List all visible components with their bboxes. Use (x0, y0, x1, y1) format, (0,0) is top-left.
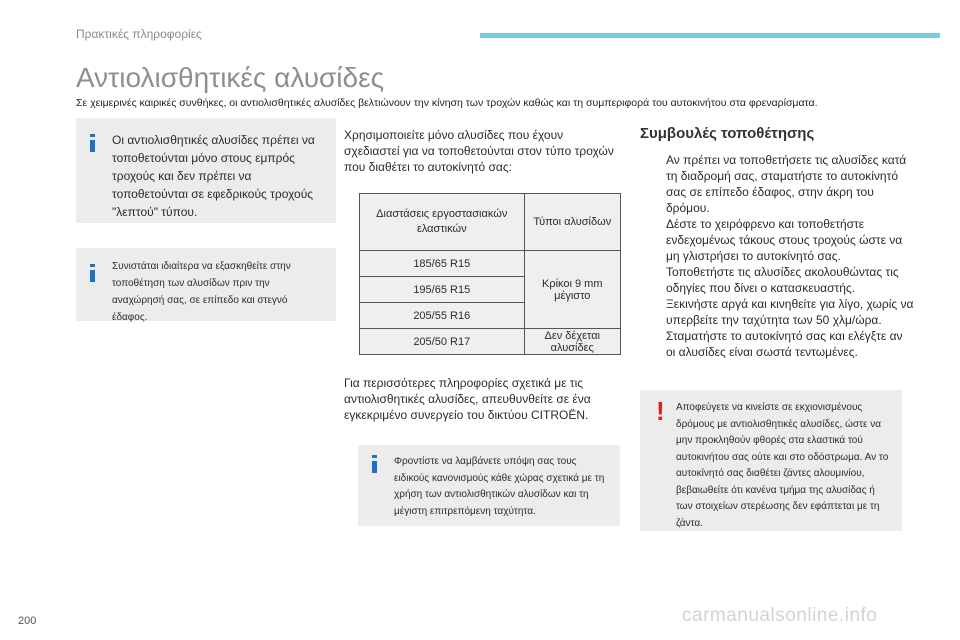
column-header-tire-size: Διαστάσεις εργοστασιακών ελαστικών (360, 194, 525, 251)
warning-note (640, 390, 902, 531)
info-icon (90, 134, 95, 152)
warning-icon: ! (656, 396, 665, 426)
info-note-text: Συνιστάται ιδιαίτερα να εξασκηθείτε στην τοποθέτηση των αλυσίδων πριν την αναχώρησή σας, σε επίπεδο και στεγνό έδαφος. (112, 261, 291, 323)
list-item (644, 264, 914, 296)
fitting-tips-list (644, 152, 914, 360)
tire-size-cell: 205/55 R16 (360, 303, 525, 329)
list-item-text: Ξεκινήστε αργά και κινηθείτε για λίγο, χωρίς να υπερβείτε την ταχύτητα των 50 χλμ/ώρα. (666, 297, 914, 327)
table-header-row (360, 194, 621, 251)
list-item (644, 152, 914, 216)
table-row (360, 251, 621, 277)
chain-type-cell: Δεν δέχεται αλυσίδες (524, 329, 620, 355)
tire-chain-table (359, 193, 621, 355)
header-accent-bar (480, 33, 940, 38)
list-item (644, 328, 914, 360)
list-item-text: Δέστε το χειρόφρενο και τοποθετήστε ενδεχομένως τάκους στους τροχούς ώστε να μη γλιστρήσει το αυτοκίνητό σας. (666, 217, 903, 263)
info-note-text: Οι αντιολισθητικές αλυσίδες πρέπει να τοποθετούνται μόνο στους εμπρός τροχούς και δεν πρέπει να τοποθετούνται σε εφεδρικούς τροχούς "λεπτού" τύπου. (112, 133, 315, 219)
tire-size-cell: 205/50 R17 (360, 329, 525, 355)
watermark: carmanualsonline.info (682, 605, 878, 626)
info-note-front-wheels (76, 118, 336, 223)
column-header-chain-type: Τύποι αλυσίδων (524, 194, 620, 251)
list-item (644, 296, 914, 328)
intro-paragraph: Σε χειμερινές καιρικές συνθήκες, οι αντιολισθητικές αλυσίδες βελτιώνουν την κίνηση των τροχών καθώς και τη συμπεριφορά του αυτοκινήτου στα φρεναρίσματα. (76, 97, 818, 109)
page-number: 200 (18, 615, 37, 627)
info-note-regulations (358, 445, 620, 526)
tire-size-cell: 195/65 R15 (360, 277, 525, 303)
fitting-tips-heading: Συμβουλές τοποθέτησης (640, 125, 815, 142)
chain-type-cell: Κρίκοι 9 mm μέγιστο (524, 251, 620, 329)
chains-usage-paragraph: Χρησιμοποιείτε μόνο αλυσίδες που έχουν σχεδιαστεί για να τοποθετούνται στον τύπο τροχών που διαθέτει το αυτοκίνητό σας: (344, 128, 614, 174)
warning-text: Αποφεύγετε να κινείστε σε εκχιονισμένους δρόμους με αντιολισθητικές αλυσίδες, ώστε να μην προκληθούν φθορές στα ελαστικά τού αυτοκινήτου σας ούτε και στο οδόστρωμα. Αν το αυτοκίνητό σας διαθέτει ζάντες αλουμινίου, βεβαιωθείτε ότι κανένα τμήμα της αλυσίδας ή των στοιχείων στερέωσης δεν εφάπτεται με τη ζάντα. (676, 402, 889, 529)
more-info-paragraph: Για περισσότερες πληροφορίες σχετικά με τις αντιολισθητικές αλυσίδες, απευθυνθείτε σε ένα εγκεκριμένο συνεργείο του δικτύου CITROËN. (344, 376, 591, 422)
table-row (360, 329, 621, 355)
page-title: Αντιολισθητικές αλυσίδες (76, 62, 385, 93)
list-item-text: Τοποθετήστε τις αλυσίδες ακολουθώντας τις οδηγίες που δίνει ο κατασκευαστής. (666, 265, 899, 295)
tire-size-cell: 185/65 R15 (360, 251, 525, 277)
info-note-text: Φροντίστε να λαμβάνετε υπόψη σας τους ειδικούς κανονισμούς κάθε χώρας σχετικά με τη χρήση των αντιολισθητικών αλυσίδων και τη μέγιστη επιτρεπόμενη ταχύτητα. (394, 456, 605, 517)
info-icon (90, 264, 95, 282)
info-icon (372, 455, 377, 473)
list-item (644, 216, 914, 264)
section-title: Πρακτικές πληροφορίες (76, 27, 202, 41)
info-note-practice (76, 248, 336, 321)
list-item-text: Αν πρέπει να τοποθετήσετε τις αλυσίδες κατά τη διαδρομή σας, σταματήστε το αυτοκίνητό σας σε επίπεδο έδαφος, στην άκρη του δρόμου. (666, 153, 907, 215)
list-item-text: Σταματήστε το αυτοκίνητό σας και ελέγξτε αν οι αλυσίδες είναι σωστά τεντωμένες. (666, 329, 903, 359)
